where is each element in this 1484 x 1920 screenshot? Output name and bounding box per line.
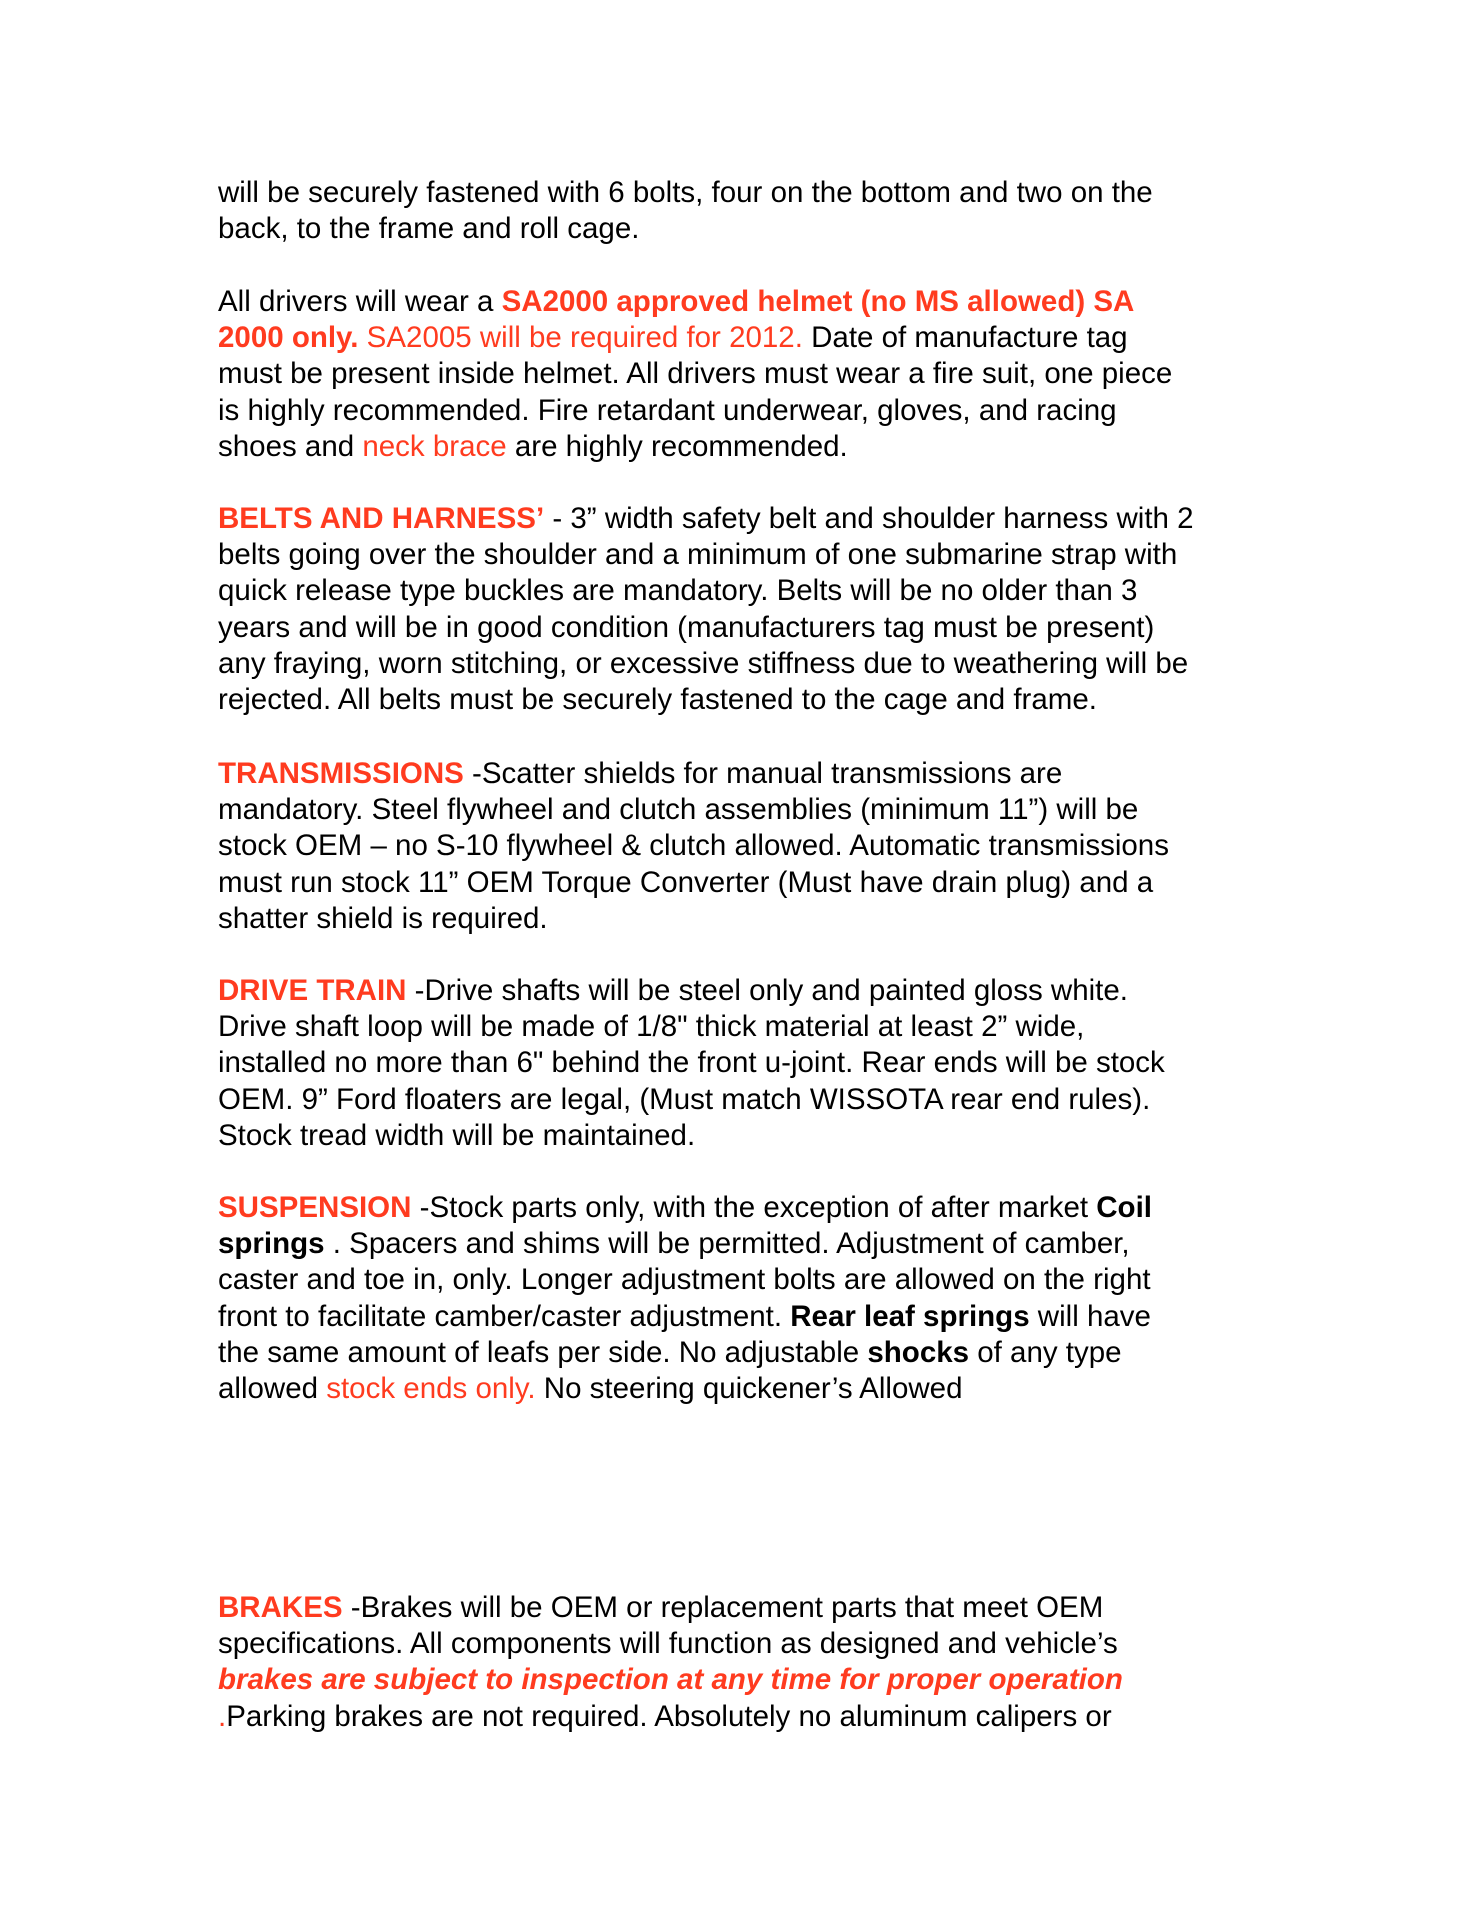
section-heading: DRIVE TRAIN xyxy=(218,974,407,1007)
text-line: must run stock 11” OEM Torque Converter (Must have drain plug) and a xyxy=(218,865,1154,899)
text-line: caster and toe in, only. Longer adjustment bolts are allowed on the right xyxy=(218,1263,1151,1297)
paragraph-seat-mounting xyxy=(218,175,1278,247)
text-span: -Brakes will be OEM or replacement parts that meet OEM xyxy=(342,1591,1104,1624)
section-heading: SUSPENSION xyxy=(218,1191,412,1224)
text-line: quick release type buckles are mandatory. Belts will be no older than 3 xyxy=(218,574,1138,608)
text-span: Parking brakes are not required. Absolutely no aluminum calipers or xyxy=(226,1699,1112,1733)
text-line: any fraying, worn stitching, or excessive stiffness due to weathering will be xyxy=(218,646,1189,680)
bold-term: Coil xyxy=(1096,1191,1152,1224)
brakes-inspection-highlight: brakes are subject to inspection at any time for proper operation xyxy=(218,1663,1123,1697)
paragraph-belts-and-harness xyxy=(218,501,1278,718)
text-span: -Scatter shields for manual transmissions are xyxy=(463,757,1063,790)
text-line: Drive shaft loop will be made of 1/8" thick material at least 2” wide, xyxy=(218,1010,1085,1044)
text-span: front to facilitate camber/caster adjustment. xyxy=(218,1299,791,1333)
neck-brace-highlight: neck brace xyxy=(362,429,507,463)
text-line: belts going over the shoulder and a minimum of one submarine strap with xyxy=(218,538,1178,572)
text-span: of any type xyxy=(969,1335,1122,1369)
section-heading: TRANSMISSIONS xyxy=(218,757,464,790)
text-span: the same amount of leafs per side. No adjustable xyxy=(218,1335,868,1369)
text-line: years and will be in good condition (manufacturers tag must be present) xyxy=(218,610,1155,644)
text-line: must be present inside helmet. All drivers must wear a fire suit, one piece xyxy=(218,357,1173,391)
stock-ends-highlight: stock ends only. xyxy=(326,1372,536,1406)
text-line: back, to the frame and roll cage. xyxy=(218,212,640,246)
text-line: mandatory. Steel flywheel and clutch assemblies (minimum 11”) will be xyxy=(218,793,1139,827)
period-mark: . xyxy=(218,1699,227,1733)
paragraph-drive-train xyxy=(218,973,1278,1154)
paragraph-transmissions xyxy=(218,756,1278,937)
text-span: All drivers will wear a xyxy=(218,285,502,318)
text-span: Date of manufacture tag xyxy=(802,321,1128,355)
text-span: allowed xyxy=(218,1372,327,1406)
bold-term: Rear leaf springs xyxy=(790,1299,1030,1333)
paragraph-helmet-rules xyxy=(218,284,1278,465)
text-line: shatter shield is required. xyxy=(218,901,548,935)
helmet-requirement-highlight: SA2000 approved helmet (no MS allowed) SA xyxy=(501,285,1135,318)
text-span: No steering quickener’s Allowed xyxy=(535,1372,963,1406)
helmet-2012-note: SA2005 will be required for 2012. xyxy=(358,321,803,355)
section-heading: BRAKES xyxy=(218,1591,343,1624)
section-heading: BELTS AND HARNESS’ xyxy=(218,502,545,535)
text-span: - 3” width safety belt and shoulder harness with 2 xyxy=(544,502,1194,535)
text-line: is highly recommended. Fire retardant underwear, gloves, and racing xyxy=(218,393,1117,427)
text-line: specifications. All components will function as designed and vehicle’s xyxy=(218,1627,1118,1661)
text-span: are highly recommended. xyxy=(506,429,848,463)
text-line: rejected. All belts must be securely fastened to the cage and frame. xyxy=(218,683,1097,717)
text-span: -Drive shafts will be steel only and painted gloss white. xyxy=(406,974,1128,1007)
text-span: shoes and xyxy=(218,429,363,463)
bold-term: springs xyxy=(218,1227,325,1261)
text-line: stock OEM – no S-10 flywheel & clutch allowed. Automatic transmissions xyxy=(218,829,1169,863)
helmet-requirement-highlight: 2000 only. xyxy=(218,321,359,355)
text-span: will have xyxy=(1029,1299,1151,1333)
text-line: OEM. 9” Ford floaters are legal, (Must match WISSOTA rear end rules). xyxy=(218,1082,1151,1116)
text-span: -Stock parts only, with the exception of after market xyxy=(411,1191,1097,1224)
text-line: Stock tread width will be maintained. xyxy=(218,1118,696,1152)
bold-term: shocks xyxy=(867,1335,970,1369)
text-line: installed no more than 6" behind the front u-joint. Rear ends will be stock xyxy=(218,1046,1165,1080)
text-line: will be securely fastened with 6 bolts, four on the bottom and two on the xyxy=(218,176,1153,209)
paragraph-suspension xyxy=(218,1190,1278,1407)
text-span: . Spacers and shims will be permitted. Adjustment of camber, xyxy=(324,1227,1130,1261)
paragraph-brakes xyxy=(218,1590,1278,1735)
